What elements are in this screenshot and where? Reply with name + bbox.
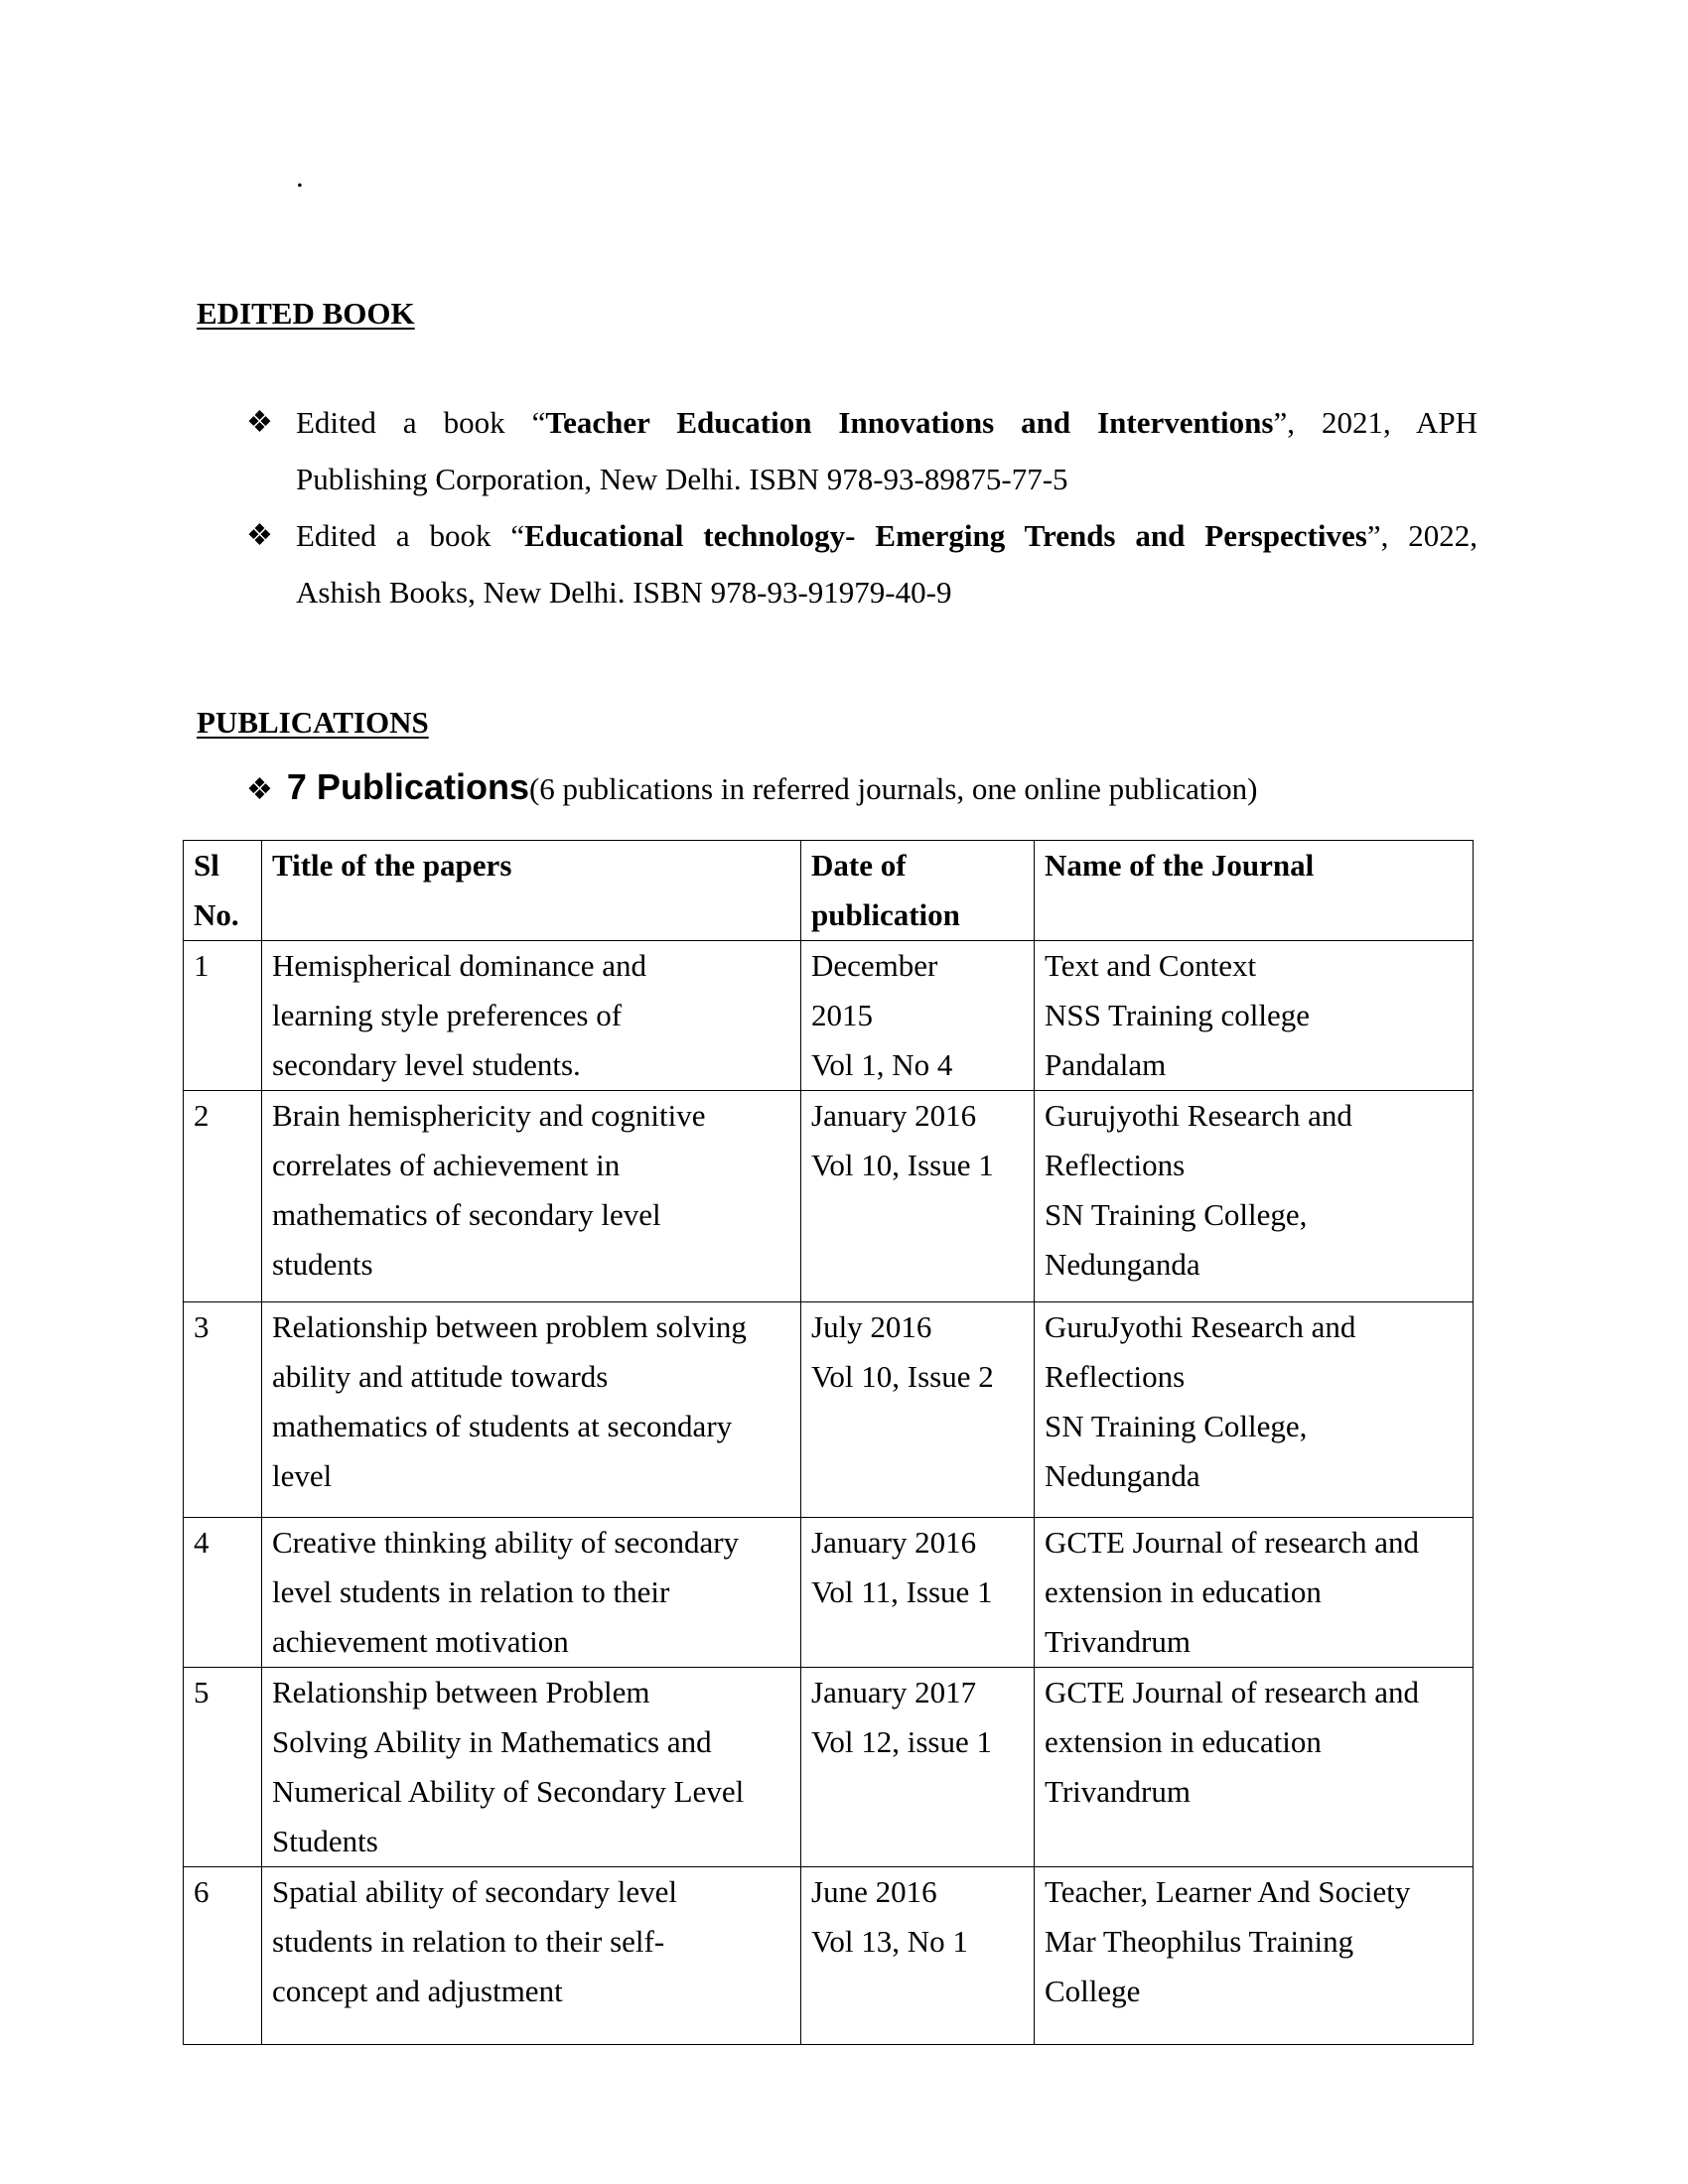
header-sl-no: Sl No. bbox=[184, 841, 262, 941]
book-line-1: Edited a book “Educational technology- Emerging Trends and Perspectives”, 2022, bbox=[296, 518, 1477, 553]
cell-sl: 5 bbox=[184, 1668, 262, 1867]
cell-title: Creative thinking ability of secondary level students in relation to their achievement motivation bbox=[262, 1518, 801, 1668]
cell-journal: GCTE Journal of research and extension in education Trivandrum bbox=[1035, 1668, 1474, 1867]
edited-book-item bbox=[246, 394, 1477, 507]
cell-title: Spatial ability of secondary level students in relation to their self- concept and adjustment bbox=[262, 1867, 801, 2045]
cell-date: January 2017 Vol 12, issue 1 bbox=[801, 1668, 1035, 1867]
table-row bbox=[184, 1867, 1474, 2045]
diamond-bullet-icon: ❖ bbox=[246, 773, 273, 806]
cell-sl: 2 bbox=[184, 1091, 262, 1302]
diamond-bullet-icon: ❖ bbox=[246, 519, 273, 552]
cell-title: Relationship between problem solving ability and attitude towards mathematics of students at secondary level bbox=[262, 1302, 801, 1518]
cell-journal: Text and Context NSS Training college Pandalam bbox=[1035, 941, 1474, 1091]
cell-sl: 4 bbox=[184, 1518, 262, 1668]
publications-table bbox=[183, 840, 1474, 2045]
edited-book-heading: EDITED BOOK bbox=[197, 296, 415, 331]
table-row bbox=[184, 1668, 1474, 1867]
table-header-row bbox=[184, 841, 1474, 941]
cell-date: December 2015 Vol 1, No 4 bbox=[801, 941, 1035, 1091]
publication-count bbox=[246, 766, 1257, 808]
table-row bbox=[184, 941, 1474, 1091]
cell-journal: Teacher, Learner And Society Mar Theophilus Training College bbox=[1035, 1867, 1474, 2045]
cell-title: Relationship between Problem Solving Ability in Mathematics and Numerical Ability of Secondary Level Students bbox=[262, 1668, 801, 1867]
edited-book-item bbox=[246, 507, 1477, 620]
cell-date: June 2016 Vol 13, No 1 bbox=[801, 1867, 1035, 2045]
cell-date: January 2016 Vol 11, Issue 1 bbox=[801, 1518, 1035, 1668]
book-line-2: Ashish Books, New Delhi. ISBN 978-93-91979-40-9 bbox=[296, 575, 952, 610]
table-row bbox=[184, 1302, 1474, 1518]
cell-title: Brain hemisphericity and cognitive correlates of achievement in mathematics of secondary level students bbox=[262, 1091, 801, 1302]
cell-journal: Gurujyothi Research and Reflections SN Training College, Nedunganda bbox=[1035, 1091, 1474, 1302]
cell-journal: GCTE Journal of research and extension in education Trivandrum bbox=[1035, 1518, 1474, 1668]
cell-sl: 6 bbox=[184, 1867, 262, 2045]
cell-journal: GuruJyothi Research and Reflections SN Training College, Nedunganda bbox=[1035, 1302, 1474, 1518]
book-line-2: Publishing Corporation, New Delhi. ISBN 978-93-89875-77-5 bbox=[296, 462, 1068, 496]
header-date: Date of publication bbox=[801, 841, 1035, 941]
cell-sl: 3 bbox=[184, 1302, 262, 1518]
cell-date: January 2016 Vol 10, Issue 1 bbox=[801, 1091, 1035, 1302]
table-row bbox=[184, 1518, 1474, 1668]
header-journal: Name of the Journal bbox=[1035, 841, 1474, 941]
publication-count-note: (6 publications in referred journals, one online publication) bbox=[528, 771, 1258, 806]
publications-heading: PUBLICATIONS bbox=[197, 705, 429, 740]
cell-sl: 1 bbox=[184, 941, 262, 1091]
top-mark: . bbox=[296, 159, 304, 194]
book-title: Teacher Education Innovations and Interventions bbox=[545, 405, 1274, 440]
book-line-1: Edited a book “Teacher Education Innovations and Interventions”, 2021, APH bbox=[296, 405, 1477, 440]
table-row bbox=[184, 1091, 1474, 1302]
header-title: Title of the papers bbox=[262, 841, 801, 941]
book-title: Educational technology- Emerging Trends and Perspectives bbox=[524, 518, 1367, 553]
cell-date: July 2016 Vol 10, Issue 2 bbox=[801, 1302, 1035, 1518]
publication-count-label: 7 Publications bbox=[286, 766, 529, 807]
diamond-bullet-icon: ❖ bbox=[246, 406, 273, 439]
cell-title: Hemispherical dominance and learning style preferences of secondary level students. bbox=[262, 941, 801, 1091]
